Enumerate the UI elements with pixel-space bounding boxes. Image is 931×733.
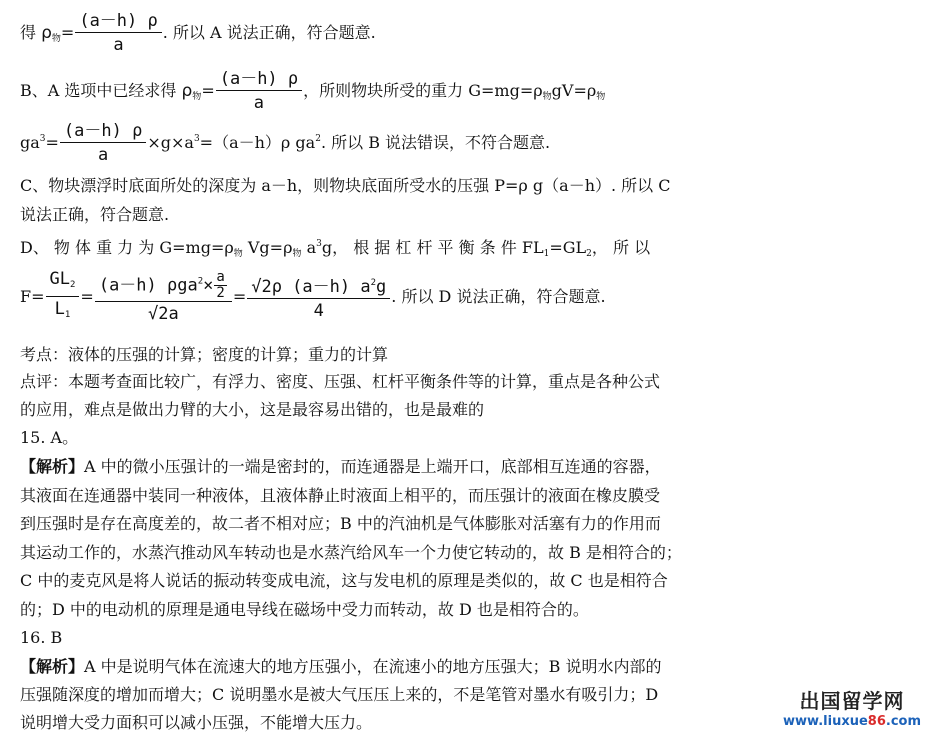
equals: = (60, 23, 75, 42)
formula-line-1 (20, 10, 376, 57)
denominator: 2 (216, 284, 225, 301)
denominator: 4 (313, 301, 324, 321)
equals: = (45, 133, 59, 152)
fraction (75, 10, 161, 57)
text: gV=ρ (551, 81, 597, 100)
text: . 所以 D 说法正确，符合题意. (391, 287, 606, 306)
q15-line-2: 其液面在连通器中装同一种液体，且液体静止时液面上相平的，而压强计的液面在橡皮膜受 (20, 486, 661, 505)
text: ×g×a (147, 133, 194, 152)
question-16-answer: 16. B (20, 628, 63, 647)
equals: = (232, 287, 247, 306)
text: g， 根 据 杠 杆 平 衡 条 件 FL (321, 238, 544, 257)
q15-line-3: 到压强时是存在高度差的，故二者不相对应；B 中的汽油机是气体膨胀对活塞有力的作用而 (20, 514, 661, 533)
numerator: (a－h) ρ (75, 10, 161, 33)
fraction (216, 68, 302, 115)
text: . 所以 A 说法正确，符合题意. (162, 23, 376, 42)
dianping-line-2: 的应用，难点是做出力臂的大小，这是最容易出错的，也是最难的 (20, 400, 485, 419)
denominator (46, 297, 80, 327)
formula-line-3 (20, 120, 550, 167)
q16-line-2: 压强随深度的增加而增大；C 说明墨水是被大气压压上来的，不是笔管对墨水有吸引力；D (20, 685, 659, 704)
kaodian-line: 考点：液体的压强的计算；密度的计算；重力的计算 (20, 345, 389, 364)
subscript: 物 (192, 92, 202, 102)
subscript: 1 (64, 310, 71, 320)
subscript: 1 (543, 249, 550, 259)
rho-symbol: ρ (41, 23, 52, 43)
denominator: a (113, 35, 124, 55)
text-line-c2: 说法正确，符合题意. (20, 205, 170, 224)
text: GL (49, 269, 70, 289)
subscript: 物 (292, 249, 302, 259)
text: L (54, 299, 65, 319)
q16-line-3: 说明增大受力面积可以减小压强，不能增大压力。 (20, 713, 373, 732)
url-part: .com (885, 714, 921, 729)
text: √2ρ (a－h) a (251, 277, 371, 297)
q16-line-1 (20, 657, 662, 677)
text: 得 (20, 23, 37, 42)
denominator: a (98, 145, 109, 165)
text: ， 所 以 (591, 238, 651, 257)
equals: = (80, 287, 94, 306)
numerator: a (216, 268, 225, 285)
text: =GL (549, 238, 587, 257)
fraction-gl (46, 268, 80, 327)
superscript: 3 (39, 134, 46, 144)
numerator (46, 268, 80, 297)
url-part: 86 (867, 714, 886, 729)
subscript: 物 (596, 92, 606, 102)
formula-line-2 (20, 68, 605, 115)
text: Vg=ρ (247, 238, 293, 257)
dianping-line-1: 点评：本题考查面比较广，有浮力、密度、压强、杠杆平衡条件等的计算，重点是各种公式 (20, 372, 661, 391)
watermark-url (783, 714, 921, 729)
text-line-c1: C、物块漂浮时底面所处的深度为 a－h，则物块底面所受水的压强 P=ρ g（a－h）. 所以 C (20, 176, 671, 195)
superscript: 2 (370, 278, 377, 288)
subscript: 2 (586, 249, 592, 259)
numerator: (a－h) ρ (216, 68, 302, 91)
url-part: www.liuxue (783, 714, 868, 729)
subscript: 2 (70, 280, 76, 290)
text: (a－h) ρga (98, 275, 198, 295)
text: =（a－h）ρ ga (199, 133, 316, 152)
text: g (376, 277, 387, 297)
watermark-text: 出国留学网 (799, 689, 905, 713)
superscript: 2 (197, 276, 204, 286)
text: a (306, 238, 317, 257)
rho-symbol: ρ (181, 81, 193, 101)
text: B、A 选项中已经求得 (20, 81, 177, 100)
text: A 中是说明气体在流速大的地方压强小，在流速小的地方压强大；B 说明水内部的 (84, 657, 662, 676)
formula-line-f (20, 268, 606, 327)
denominator: a (253, 93, 265, 113)
superscript: 3 (316, 239, 322, 249)
q15-line-6: 的；D 中的电动机的原理是通电导线在磁场中受力而转动，故 D 也是相符合的。 (20, 600, 589, 619)
superscript: 2 (315, 134, 321, 144)
text: ，所则物块所受的重力 G=mg=ρ (303, 81, 543, 100)
fraction-main (95, 270, 232, 326)
q15-line-4: 其运动工作的，水蒸汽推动风车转动也是水蒸汽给风车一个力使它转动的，故 B 是相符合的； (20, 543, 682, 562)
subscript: 物 (51, 34, 61, 44)
numerator (95, 270, 232, 302)
text: D、 物 体 重 力 为 G=mg=ρ (20, 238, 234, 257)
text: . 所以 B 说法错误，不符合题意. (320, 133, 551, 152)
q15-line-5: C 中的麦克风是将人说话的振动转变成电流，这与发电机的原理是类似的，故 C 也是相符合 (20, 571, 668, 590)
fraction (60, 120, 146, 167)
fraction-small (214, 270, 226, 301)
q15-line-1 (20, 457, 661, 477)
equals: = (201, 81, 215, 100)
superscript: 3 (193, 134, 200, 144)
text-line-d (20, 234, 650, 264)
text: × (203, 275, 214, 295)
subscript: 物 (542, 92, 552, 102)
denominator: √2a (147, 303, 179, 324)
watermark-logo (783, 685, 921, 729)
fraction-result (247, 272, 390, 323)
text: A 中的微小压强计的一端是密封的，而连通器是上端开口，底部相互连通的容器， (84, 457, 661, 476)
subscript: 物 (233, 249, 243, 259)
jiexi-tag: 【解析】 (20, 457, 85, 476)
question-15-answer: 15. A。 (20, 428, 79, 447)
numerator: (a－h) ρ (60, 120, 146, 143)
text: ga (20, 133, 40, 152)
jiexi-tag: 【解析】 (20, 657, 85, 676)
numerator (247, 272, 390, 299)
text: F= (20, 287, 45, 306)
